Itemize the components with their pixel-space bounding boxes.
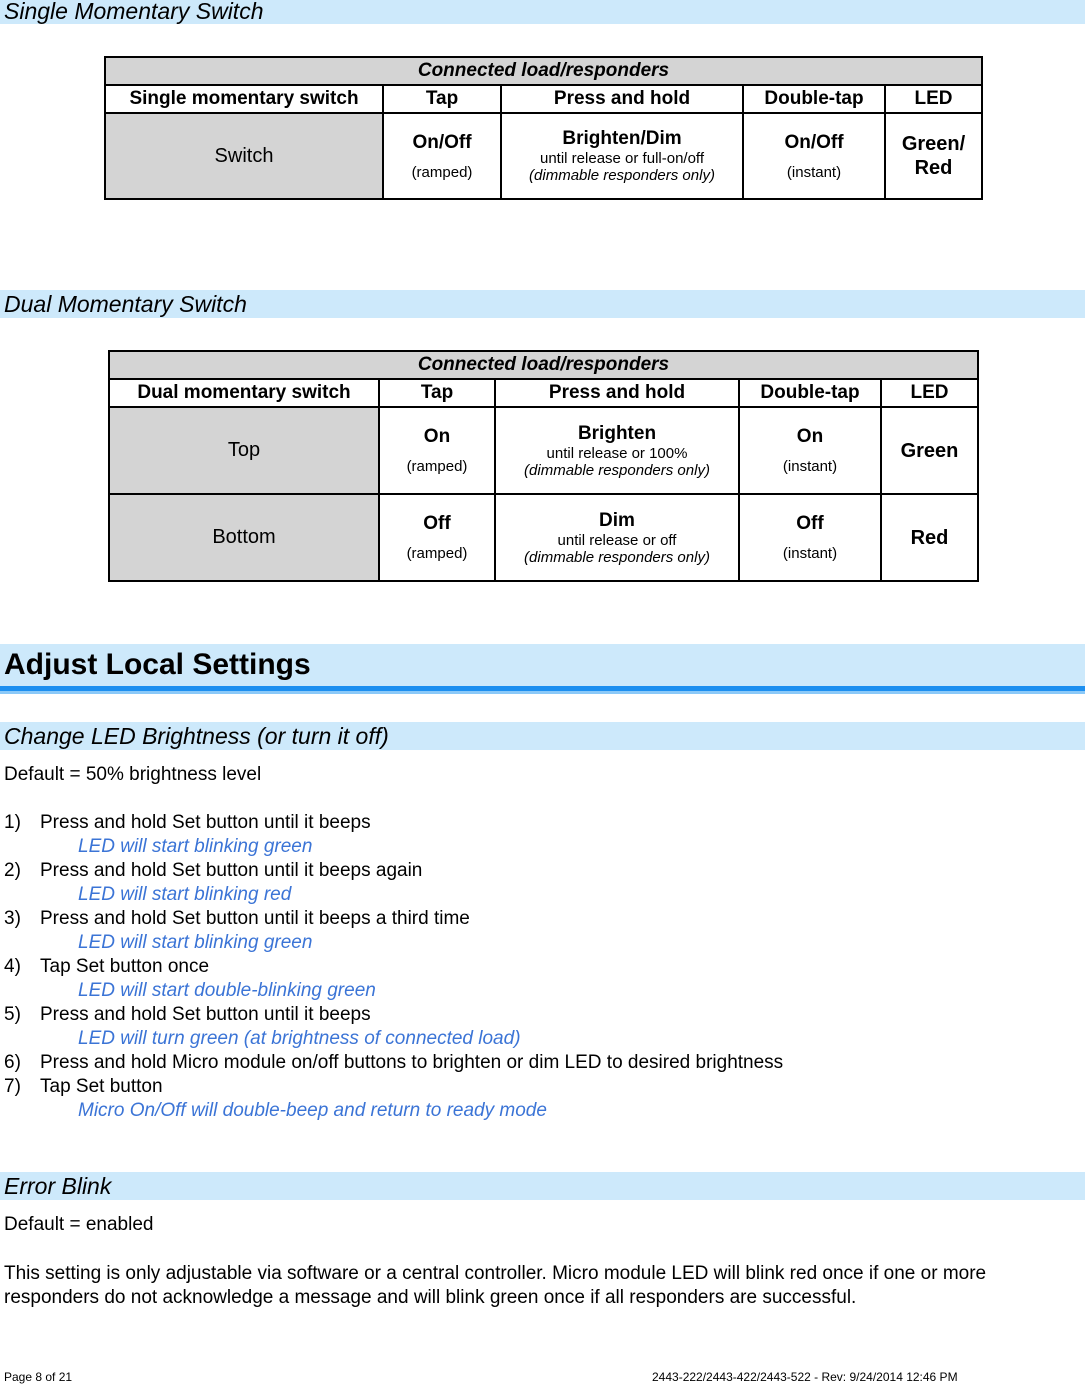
step-number: 2) bbox=[4, 860, 21, 881]
column-header: Tap bbox=[383, 85, 501, 113]
dual-switch-table bbox=[108, 350, 979, 582]
hold-detail: until release or full-on/off bbox=[540, 150, 704, 167]
double-tap-cell bbox=[743, 113, 885, 199]
section-title-led-brightness: Change LED Brightness (or turn it off) bbox=[0, 722, 1085, 750]
tap-mode: (ramped) bbox=[406, 458, 468, 475]
single-switch-table bbox=[104, 56, 983, 200]
double-tap-cell bbox=[739, 407, 881, 494]
step-number: 7) bbox=[4, 1076, 21, 1097]
step-text: Press and hold Set button until it beeps bbox=[40, 1004, 371, 1025]
hold-detail: until release or 100% bbox=[546, 444, 688, 462]
step-note: LED will turn green (at brightness of connected load) bbox=[78, 1028, 521, 1049]
led-brightness-default: Default = 50% brightness level bbox=[4, 764, 262, 785]
step-text: Press and hold Set button until it beeps a third time bbox=[40, 908, 470, 929]
row-label: Top bbox=[109, 407, 379, 494]
table-row bbox=[109, 494, 978, 581]
tap-cell bbox=[379, 494, 495, 581]
column-header: Dual momentary switch bbox=[109, 379, 379, 407]
led-cell: Red bbox=[881, 494, 978, 581]
tap-mode: (ramped) bbox=[406, 545, 468, 562]
tap-action: On/Off bbox=[412, 131, 472, 153]
column-header: Press and hold bbox=[495, 379, 739, 407]
step-note: LED will start blinking green bbox=[78, 836, 313, 857]
table-caption: Connected load/responders bbox=[105, 57, 982, 85]
double-tap-action: Off bbox=[796, 513, 824, 534]
step-note: LED will start blinking green bbox=[78, 932, 313, 953]
footer-document-info: 2443-222/2443-422/2443-522 - Rev: 9/24/2014 12:46 PM bbox=[652, 1370, 958, 1384]
section-title-error-blink: Error Blink bbox=[0, 1172, 1085, 1200]
double-tap-mode: (instant) bbox=[782, 545, 838, 562]
hold-note: (dimmable responders only) bbox=[524, 548, 710, 566]
led-cell bbox=[885, 113, 982, 199]
heading-adjust-local-settings: Adjust Local Settings bbox=[0, 644, 1085, 686]
table-row bbox=[109, 407, 978, 494]
hold-cell bbox=[495, 494, 739, 581]
step-note: Micro On/Off will double-beep and return to ready mode bbox=[78, 1100, 547, 1121]
column-header: Single momentary switch bbox=[105, 85, 383, 113]
column-header: Press and hold bbox=[501, 85, 743, 113]
led-cell: Green bbox=[881, 407, 978, 494]
step-number: 6) bbox=[4, 1052, 21, 1073]
step-number: 5) bbox=[4, 1004, 21, 1025]
step-text: Press and hold Set button until it beeps bbox=[40, 812, 371, 833]
led-color-line2: Red bbox=[914, 157, 953, 179]
double-tap-cell bbox=[739, 494, 881, 581]
step-text: Tap Set button bbox=[40, 1076, 163, 1097]
hold-action: Dim bbox=[599, 509, 635, 531]
error-blink-default: Default = enabled bbox=[4, 1214, 154, 1235]
step-number: 3) bbox=[4, 908, 21, 929]
step-note: LED will start double-blinking green bbox=[78, 980, 376, 1001]
section-title-dual-momentary: Dual Momentary Switch bbox=[0, 290, 1085, 318]
column-header: Double-tap bbox=[739, 379, 881, 407]
double-tap-mode: (instant) bbox=[786, 163, 842, 181]
double-tap-mode: (instant) bbox=[782, 458, 838, 475]
hold-detail: until release or off bbox=[557, 531, 677, 549]
step-number: 1) bbox=[4, 812, 21, 833]
hold-action: Brighten bbox=[577, 422, 657, 444]
tap-cell bbox=[383, 113, 501, 199]
double-tap-action: On bbox=[796, 426, 824, 447]
tap-cell bbox=[379, 407, 495, 494]
column-header: Tap bbox=[379, 379, 495, 407]
hold-note: (dimmable responders only) bbox=[524, 461, 710, 479]
double-tap-action: On/Off bbox=[784, 131, 844, 153]
step-text: Press and hold Micro module on/off buttons to brighten or dim LED to desired brightness bbox=[40, 1052, 784, 1073]
step-text: Tap Set button once bbox=[40, 956, 210, 977]
hold-action: Brighten/Dim bbox=[562, 128, 682, 149]
section-title-single-momentary: Single Momentary Switch bbox=[0, 0, 1085, 24]
tap-mode: (ramped) bbox=[411, 163, 473, 181]
table-caption: Connected load/responders bbox=[109, 351, 978, 379]
hold-cell bbox=[495, 407, 739, 494]
footer-page-number: Page 8 of 21 bbox=[4, 1370, 73, 1384]
row-label: Switch bbox=[105, 113, 383, 199]
table-row bbox=[105, 113, 982, 199]
error-blink-description: This setting is only adjustable via software or a central controller. Micro module LED will blink red once if one or more responders do not acknowledge a message and will blink green once if all responders are successful. bbox=[4, 1263, 987, 1308]
row-label: Bottom bbox=[109, 494, 379, 581]
heading-rule-light bbox=[0, 691, 1085, 694]
hold-note: (dimmable responders only) bbox=[529, 167, 715, 184]
tap-action: Off bbox=[423, 513, 451, 534]
tap-action: On bbox=[423, 426, 451, 447]
led-color-line1: Green/ bbox=[901, 133, 966, 155]
step-note: LED will start blinking red bbox=[78, 884, 292, 905]
step-number: 4) bbox=[4, 956, 21, 977]
hold-cell bbox=[501, 113, 743, 199]
column-header: Double-tap bbox=[743, 85, 885, 113]
column-header: LED bbox=[881, 379, 978, 407]
column-header: LED bbox=[885, 85, 982, 113]
step-text: Press and hold Set button until it beeps again bbox=[40, 860, 423, 881]
